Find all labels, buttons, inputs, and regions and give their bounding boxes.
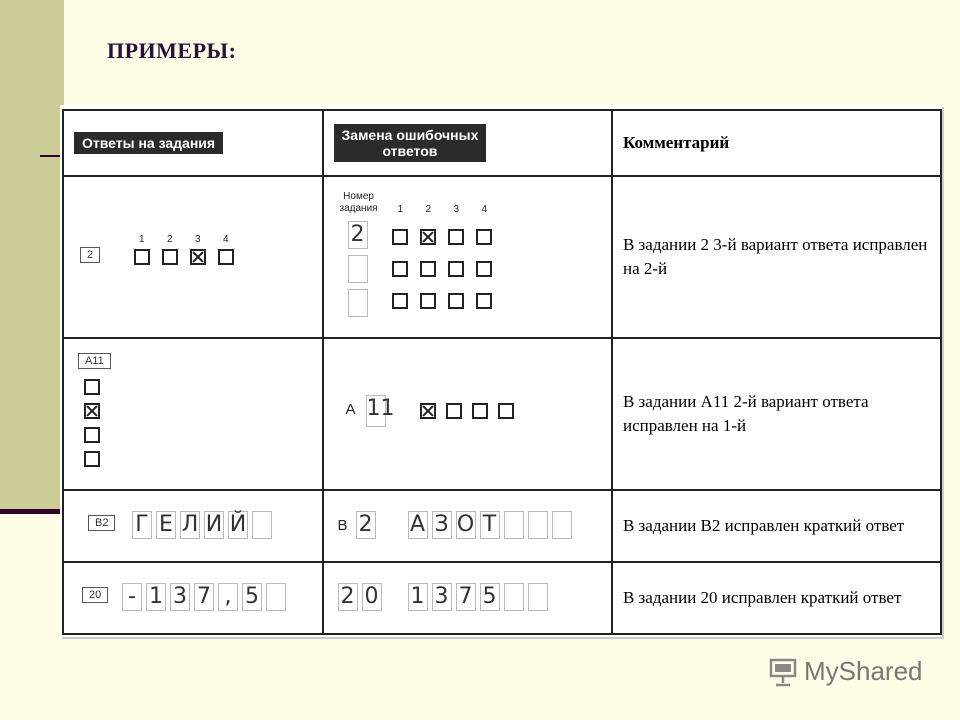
row1-replace: Номер задания 1 2 3 4 2: [323, 176, 612, 338]
row2-replace: А 11: [323, 338, 612, 490]
logo-text: MyShared: [804, 656, 923, 686]
left-decor-line: [0, 509, 64, 514]
checkbox[interactable]: [162, 249, 178, 265]
myshared-logo[interactable]: [768, 656, 923, 687]
left-decor-bar: [0, 0, 64, 510]
task-label: 2: [80, 247, 100, 263]
checkbox[interactable]: [392, 229, 408, 245]
checkbox[interactable]: [472, 403, 488, 419]
examples-table: [60, 105, 942, 637]
checkbox[interactable]: [420, 293, 436, 309]
empty-cell: [348, 289, 368, 317]
checkbox-crossed[interactable]: [84, 403, 100, 419]
row2-comment: В задании А11 2-й вариант ответа исправлен на 1-й: [612, 338, 941, 490]
checkbox[interactable]: [446, 403, 462, 419]
row1-comment: В задании 2 3-й вариант ответа исправлен на 2-й: [612, 176, 941, 338]
row3-comment: В задании В2 исправлен краткий ответ: [612, 490, 941, 562]
header-comment: Комментарий: [612, 110, 941, 176]
row4-comment: В задании 20 исправлен краткий ответ: [612, 562, 941, 634]
row3-answer: В2 Г Е Л И Й: [63, 490, 323, 562]
checkbox[interactable]: [476, 229, 492, 245]
header-replace: [323, 110, 612, 176]
header-replace-line1: Замена ошибочных: [341, 127, 479, 143]
checkbox[interactable]: [448, 293, 464, 309]
row1-answer: 2 1 2 3 4: [63, 176, 323, 338]
task-label: В2: [88, 515, 115, 531]
checkbox[interactable]: [84, 379, 100, 395]
checkbox[interactable]: [392, 293, 408, 309]
checkbox[interactable]: [392, 261, 408, 277]
task-label: 20: [82, 587, 108, 603]
checkbox[interactable]: [476, 293, 492, 309]
presentation-icon: [768, 657, 798, 687]
page-title: ПРИМЕРЫ:: [107, 38, 237, 63]
row3-replace: В 2 А З О Т: [323, 490, 612, 562]
row4-answer: 20 - 1 3 7 , 5: [63, 562, 323, 634]
row4-replace: 2 0 1 3 7 5: [323, 562, 612, 634]
checkbox-crossed[interactable]: [420, 403, 436, 419]
checkbox[interactable]: [448, 229, 464, 245]
checkbox[interactable]: [498, 403, 514, 419]
checkbox-crossed[interactable]: [420, 229, 436, 245]
row2-answer: [63, 338, 323, 490]
checkbox[interactable]: [134, 249, 150, 265]
checkbox[interactable]: [476, 261, 492, 277]
checkbox[interactable]: [420, 261, 436, 277]
checkbox[interactable]: [218, 249, 234, 265]
replace-digits: 11: [366, 395, 386, 427]
task-label: А11: [78, 353, 111, 369]
checkbox-crossed[interactable]: [190, 249, 206, 265]
checkbox[interactable]: [84, 427, 100, 443]
checkbox[interactable]: [84, 451, 100, 467]
checkbox[interactable]: [448, 261, 464, 277]
replace-digit: 2: [348, 221, 368, 249]
empty-cell: [348, 255, 368, 283]
header-replace-line2: ответов: [382, 143, 438, 159]
header-answers: Ответы на задания: [63, 110, 323, 176]
